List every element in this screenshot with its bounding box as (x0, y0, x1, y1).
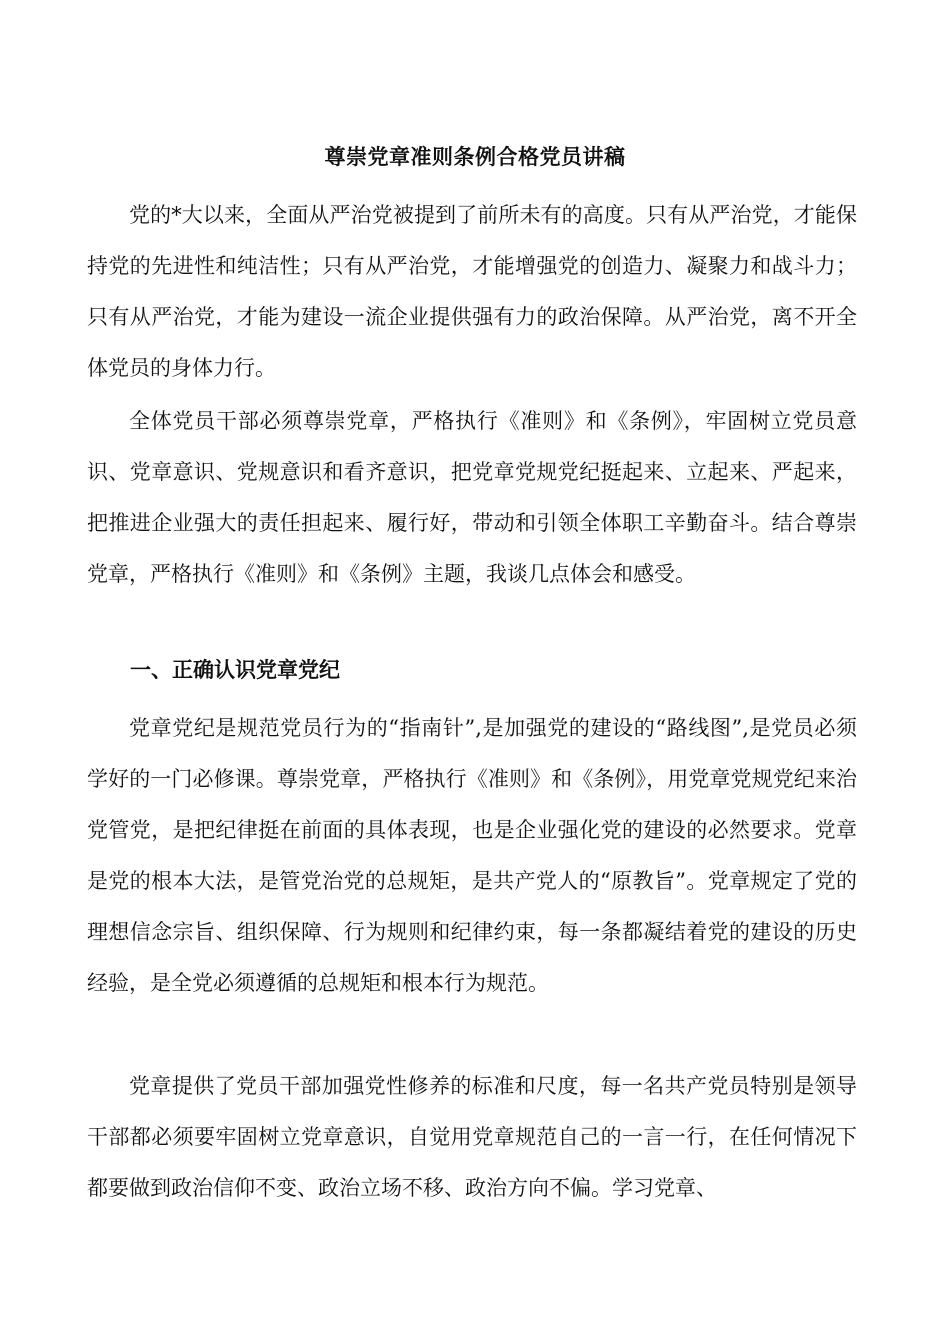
intro-paragraph-1: 党的*大以来，全面从严治党被提到了前所未有的高度。只有从严治党，才能保持党的先进性和纯洁性；只有从严治党，才能增强党的创造力、凝聚力和战斗力；只有从严治党，才能为建设一流企业提供强有力的政治保障。从严治党，离不开全体党员的身体力行。 (87, 203, 857, 380)
section-paragraph-2: 党章提供了党员干部加强党性修养的标准和尺度，每一名共产党员特别是领导干部都必须要牢固树立党章意识，自觉用党章规范自己的一言一行，在任何情况下都要做到政治信仰不变、政治立场不移、政治方向不偏。学习党章、 (87, 1074, 857, 1200)
document-title: 尊崇党章准则条例合格党员讲稿 (324, 144, 626, 169)
section-paragraph-1: 党章党纪是规范党员行为的“指南针”,是加强党的建设的“路线图”,是党员必须学好的一门必修课。尊崇党章，严格执行《准则》和《条例》，用党章党规党纪来治党管党，是把纪律挺在前面的具体表现，也是企业强化党的建设的必然要求。党章是党的根本大法，是管党治党的总规矩，是共产党人的“原教旨”。党章规定了党的理想信念宗旨、组织保障、行为规则和纪律约束，每一条都凝结着党的建设的历史经验，是全党必须遵循的总规矩和根本行为规范。 (87, 716, 857, 995)
section-heading: 一、正确认识党章党纪 (130, 657, 340, 682)
intro-paragraph-2: 全体党员干部必须尊崇党章，严格执行《准则》和《条例》，牢固树立党员意识、党章意识、党规意识和看齐意识，把党章党规党纪挺起来、立起来、严起来，把推进企业强大的责任担起来、履行好，带动和引领全体职工辛勤奋斗。结合尊崇党章，严格执行《准则》和《条例》主题，我谈几点体会和感受。 (87, 409, 857, 586)
